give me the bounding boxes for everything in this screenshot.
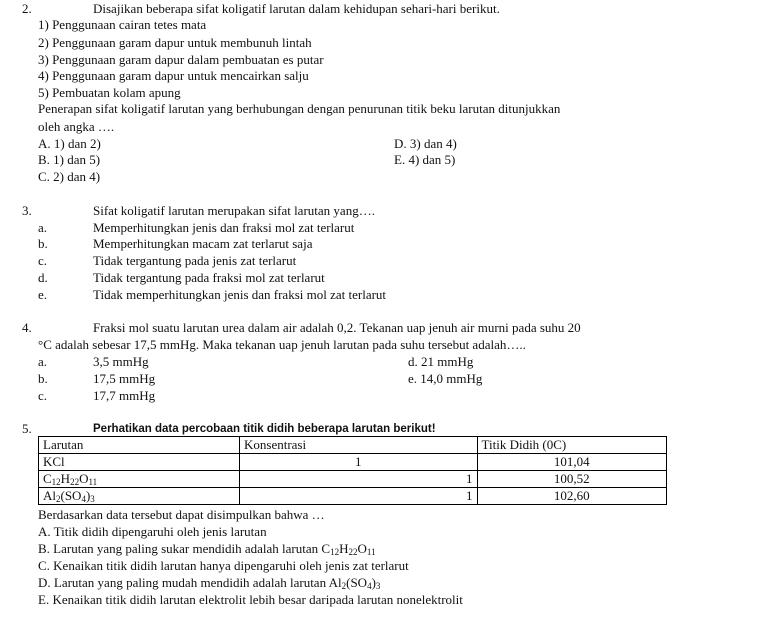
formula-part: (SO (346, 575, 368, 590)
option-b (38, 541, 376, 557)
list-item: 5) Pembuatan kolam apung (38, 85, 181, 100)
option-d: Tidak tergantung pada fraksi mol zat terlarut (93, 270, 325, 285)
formula-subscript: 2 (341, 581, 347, 591)
table-row (39, 471, 667, 488)
list-item: 4) Penggunaan garam dapur untuk mencairkan salju (38, 68, 309, 83)
option-b: Memperhitungkan macam zat terlarut saja (93, 236, 313, 251)
option-letter: d. (38, 270, 48, 285)
table-cell-titik-didih: 100,52 (477, 471, 667, 488)
question-stem: °C adalah sebesar 17,5 mmHg. Maka tekanan uap jenuh larutan pada suhu tersebut adalah….. (38, 337, 526, 352)
option-a: 3,5 mmHg (93, 354, 149, 369)
option-d (38, 575, 380, 591)
question-number: 2. (22, 1, 32, 16)
table-cell-konsentrasi: 1 (240, 454, 478, 471)
formula-subscript: 12 (51, 477, 61, 487)
option-letter: b. (38, 236, 48, 251)
option-a: Memperhitungkan jenis dan fraksi mol zat terlarut (93, 220, 355, 235)
table-cell-larutan: KCl (39, 454, 240, 471)
option-c: C. Kenaikan titik didih larutan hanya dipengaruhi oleh jenis zat terlarut (38, 558, 409, 573)
option-c: C. 2) dan 4) (38, 169, 101, 184)
formula-part: H (60, 471, 71, 486)
question-number: 4. (22, 320, 32, 335)
table-cell-konsentrasi: 1 (240, 488, 478, 505)
formula-part: Al (43, 488, 56, 503)
table-header: Larutan (39, 437, 240, 454)
option-text: D. Larutan yang paling mudah mendidih adalah larutan (38, 575, 329, 590)
question-text: oleh angka …. (38, 119, 115, 134)
formula-part: C (43, 471, 52, 486)
option-b: B. 1) dan 5) (38, 152, 101, 167)
question-stem: Fraksi mol suatu larutan urea dalam air adalah 0,2. Tekanan uap jenuh air murni pada suhu 20 (93, 320, 581, 335)
question-number: 3. (22, 203, 32, 218)
formula-subscript: 11 (88, 477, 98, 487)
formula-part: O (79, 471, 89, 486)
option-c: Tidak tergantung pada jenis zat terlarut (93, 253, 297, 268)
formula-subscript: 22 (70, 477, 80, 487)
formula-subscript: 4 (81, 494, 86, 504)
table-header: Konsentrasi (240, 437, 478, 454)
option-letter: b. (38, 371, 48, 386)
option-e: E. 4) dan 5) (394, 152, 456, 167)
option-letter: e. (38, 287, 48, 302)
option-a: A. 1) dan 2) (38, 136, 101, 151)
question-stem: Disajikan beberapa sifat koligatif larutan dalam kehidupan sehari-hari berikut. (93, 1, 500, 16)
table-header-row (39, 437, 667, 454)
option-text: B. Larutan yang paling sukar mendidih adalah larutan (38, 541, 322, 556)
option-letter: c. (38, 253, 48, 268)
option-letter: a. (38, 354, 48, 369)
formula-part: Al (328, 575, 342, 590)
question-stem: Sifat koligatif larutan merupakan sifat larutan yang…. (93, 203, 375, 218)
option-d: D. 3) dan 4) (394, 136, 457, 151)
table-cell-konsentrasi: 1 (240, 471, 478, 488)
formula-subscript: 3 (375, 581, 381, 591)
list-item: 1) Penggunaan cairan tetes mata (38, 17, 207, 32)
formula-part: ) (371, 575, 376, 590)
table-row (39, 488, 667, 505)
formula-part: O (357, 541, 367, 556)
table-cell-larutan (39, 488, 240, 505)
formula-subscript: 2 (56, 494, 61, 504)
list-item: 3) Penggunaan garam dapur dalam pembuatan es putar (38, 52, 324, 67)
formula-subscript: 3 (90, 494, 95, 504)
question-text: Penerapan sifat koligatif larutan yang berhubungan dengan penurunan titik beku larutan ditunjukkan (38, 101, 561, 116)
table-cell-titik-didih: 102,60 (477, 488, 667, 505)
table-cell-larutan (39, 471, 240, 488)
table-header: Titik Didih (0C) (477, 437, 667, 454)
formula-subscript: 11 (366, 547, 376, 557)
option-c: 17,7 mmHg (93, 388, 156, 403)
table-row (39, 454, 667, 471)
formula-part: C (321, 541, 331, 556)
option-d: d. 21 mmHg (408, 354, 474, 369)
option-letter: c. (38, 388, 48, 403)
option-e: e. 14,0 mmHg (408, 371, 483, 386)
option-a: A. Titik didih dipengaruhi oleh jenis larutan (38, 524, 267, 539)
option-e: E. Kenaikan titik didih larutan elektrolit lebih besar daripada larutan nonelektrolit (38, 592, 463, 607)
formula-subscript: 22 (348, 547, 358, 557)
formula-subscript: 12 (330, 547, 340, 557)
option-e: Tidak memperhitungkan jenis dan fraksi mol zat terlarut (93, 287, 387, 302)
formula-subscript: 4 (367, 581, 372, 591)
question-number: 5. (22, 421, 32, 436)
data-table (38, 436, 667, 505)
question-text: Berdasarkan data tersebut dapat disimpulkan bahwa … (38, 507, 325, 522)
question-stem: Perhatikan data percobaan titik didih beberapa larutan berikut! (93, 423, 436, 435)
list-item: 2) Penggunaan garam dapur untuk membunuh lintah (38, 35, 312, 50)
option-b: 17,5 mmHg (93, 371, 156, 386)
formula-part: (SO (60, 488, 82, 503)
table-cell-titik-didih: 101,04 (477, 454, 667, 471)
formula-part: H (339, 541, 349, 556)
formula-part: ) (85, 488, 91, 503)
option-letter: a. (38, 220, 48, 235)
